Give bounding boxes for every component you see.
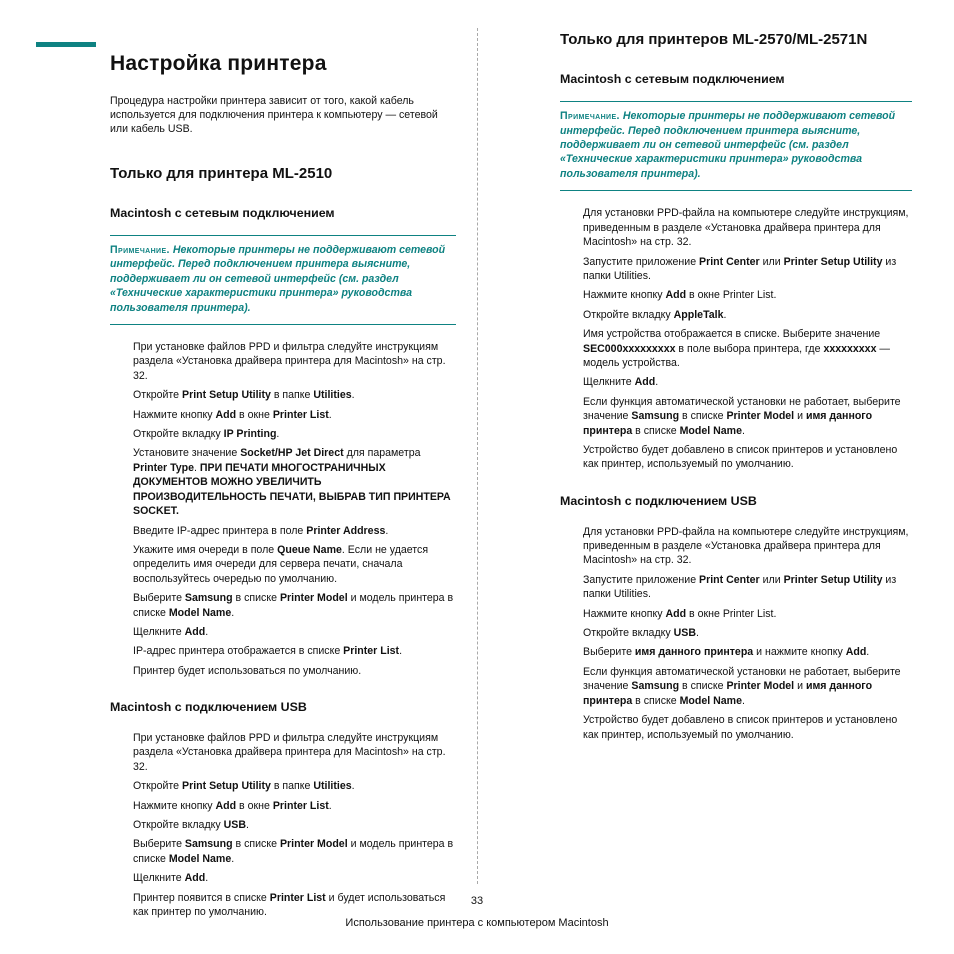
right-column [560,30,912,747]
step-item: Щелкните Add. [583,376,659,389]
step-item: Устройство будет добавлено в список принтеров и установлено как принтер, используемый по умолчанию. [583,443,898,471]
steps-list-usb [110,731,456,919]
step-item: При установке файлов PPD и фильтра следуйте инструкциям раздела «Установка драйвера принтера для Macintosh» на стр. 32. [133,732,446,773]
step-item: Выберите имя данного принтера и нажмите кнопку Add. [583,646,870,659]
step-item: Щелкните Add. [133,625,209,638]
step-item: Запустите приложение Print Center или Printer Setup Utility из папки Utilities. [583,573,897,601]
step-item: Откройте вкладку USB. [583,627,699,640]
note-label: Примечание. [560,110,620,123]
footer-text: Использование принтера с компьютером Macintosh [345,917,609,929]
step-item: Если функция автоматической установки не работает, выберите значение Samsung в списке Printer Model и имя данного принтера в списке Model Name. [583,395,901,437]
step-item: Щелкните Add. [133,872,209,885]
step-item: Если функция автоматической установки не работает, выберите значение Samsung в списке Printer Model и имя данного принтера в списке Model Name. [583,665,901,707]
steps-list-network-2 [560,206,912,472]
step-item: Для установки PPD-файла на компьютере следуйте инструкциям, приведенным в разделе «Установка драйвера принтера для Macintosh» на стр. 32. [583,207,909,249]
intro-paragraph: Процедура настройки принтера зависит от того, какой кабель используется для подключения принтера к компьютеру — сетевой или кабель USB. [110,94,438,136]
step-item: Откройте вкладку USB. [133,819,249,832]
sub-heading-usb-2: Macintosh с подключением USB [560,493,757,508]
section-heading-ml2510: Только для принтера ML-2510 [110,164,333,182]
step-item: Нажмите кнопку Add в окне Printer List. [583,289,777,302]
step-item: Установите значение Socket/HP Jet Direct для параметра Printer Type. ПРИ ПЕЧАТИ МНОГОСТРАНИЧНЫХ ДОКУМЕНТОВ МОЖНО УВЕЛИЧИТЬ ПРОИЗВОДИТЕЛЬНОСТЬ ПЕЧАТИ, ВЫБРАВ ТИП ПРИНТЕРА SOCKET. [133,447,451,518]
step-item: Откройте Print Setup Utility в папке Utilities. [133,389,355,402]
step-item: Нажмите кнопку Add в окне Printer List. [583,607,777,620]
page-number: 33 [470,895,484,907]
page-title: Настройка принтера [110,52,327,75]
note-text: Некоторые принтеры не поддерживают сетевой интерфейс. Перед подключением принтера выясните, поддерживает ли он сетевой интерфейс (см. раздел «Технические характеристики принтера» руководства пользователя принтера). [110,244,446,314]
step-item: Укажите имя очереди в поле Queue Name. Если не удается определить имя очереди для сервера печати, сначала воспользуйтесь очередью по умолчанию. [133,543,429,585]
step-item: Откройте вкладку IP Printing. [133,428,280,441]
step-item: Нажмите кнопку Add в окне Printer List. [133,799,332,812]
note-box [560,101,912,191]
sub-heading-usb: Macintosh с подключением USB [110,700,307,715]
step-item: IP-адрес принтера отображается в списке Printer List. [133,645,403,658]
steps-list-usb-2 [560,525,912,742]
step-item: При установке файлов PPD и фильтра следуйте инструкциям раздела «Установка драйвера принтера для Macintosh» на стр. 32. [133,341,446,382]
step-item: Нажмите кнопку Add в окне Printer List. [133,408,332,421]
section-heading-ml2570: Только для принтеров ML-2570/ML-2571N [560,31,868,48]
step-item: Устройство будет добавлено в список принтеров и установлено как принтер, используемый по умолчанию. [583,714,898,741]
left-column [110,50,456,925]
step-item: Имя устройства отображается в списке. Выберите значение SEC000xxxxxxxxx в поле выбора принтера, где xxxxxxxxx — модель устройства. [583,328,891,369]
step-item: Откройте вкладку AppleTalk. [583,308,727,321]
note-text: Некоторые принтеры не поддерживают сетевой интерфейс. Перед подключением принтера выясните, поддерживает ли он сетевой интерфейс (см. раздел «Технические характеристики принтера» руководства пользователя принтера). [560,110,896,180]
step-item: Для установки PPD-файла на компьютере следуйте инструкциям, приведенным в разделе «Установка драйвера принтера для Macintosh» на стр. 32. [583,525,909,567]
note-label: Примечание. [110,244,170,257]
step-item: Выберите Samsung в списке Printer Model и модель принтера в списке Model Name. [133,592,454,619]
step-item: Принтер будет использоваться по умолчанию. [133,664,362,677]
step-item: Принтер появится в списке Printer List и будет использоваться как принтер по умолчанию. [133,891,446,919]
note-box [110,235,456,325]
step-item: Запустите приложение Print Center или Printer Setup Utility из папки Utilities. [583,255,897,282]
accent-bar [36,42,96,47]
step-item: Откройте Print Setup Utility в папке Utilities. [133,780,355,793]
sub-heading-network: Macintosh с сетевым подключением [110,206,335,221]
step-item: Введите IP-адрес принтера в поле Printer Address. [133,524,389,537]
sub-heading-network-2: Macintosh с сетевым подключением [560,72,785,87]
step-item: Выберите Samsung в списке Printer Model и модель принтера в списке Model Name. [133,838,454,865]
column-divider [477,28,478,884]
steps-list-network [110,340,456,678]
